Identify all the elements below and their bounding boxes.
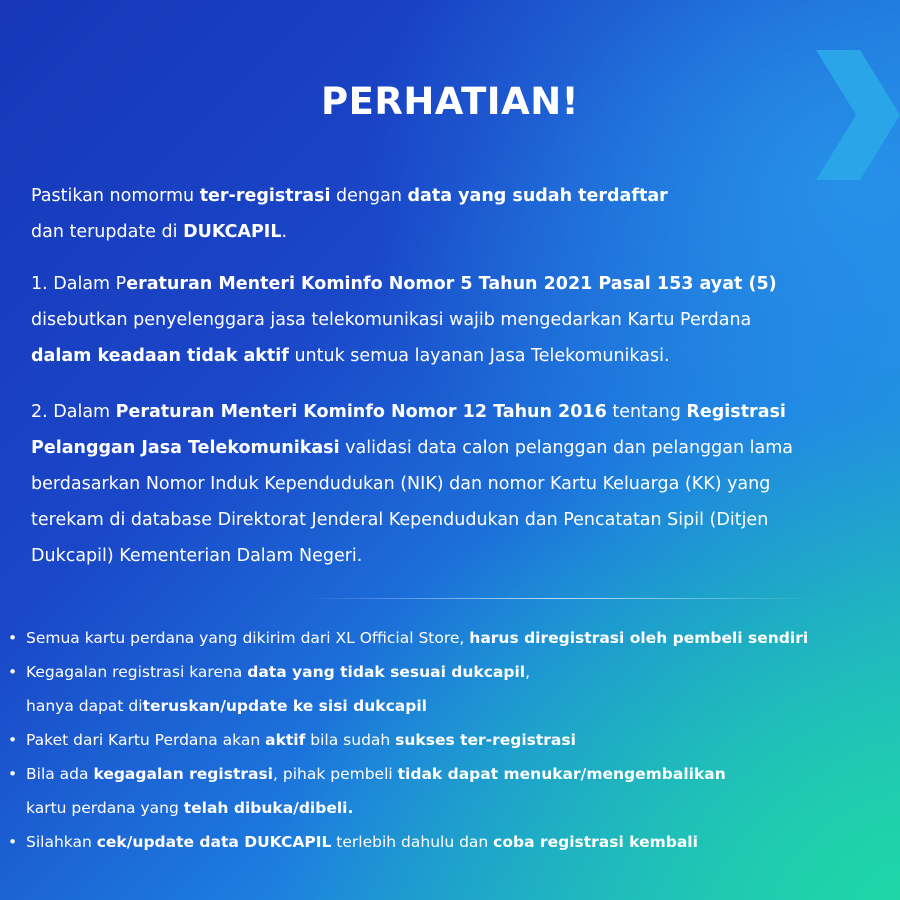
page-title: PERHATIAN! — [320, 80, 580, 123]
list-item: • Semua kartu perdana yang dikirim dari XL Official Store, harus diregistrasi oleh pembeli sendiri — [8, 621, 893, 655]
list-item: • Kegagalan registrasi karena data yang tidak sesuai dukcapil, hanya dapat diteruskan/update ke sisi dukcapil — [8, 655, 893, 723]
point-1-paragraph: 1. Dalam Peraturan Menteri Kominfo Nomor 5 Tahun 2021 Pasal 153 ayat (5) disebutkan penyelenggara jasa telekomunikasi wajib mengedarkan Kartu Perdana dalam keadaan tidak aktif untuk semua layanan Jasa Telekomunikasi. — [31, 274, 777, 366]
list-item: • Paket dari Kartu Perdana akan aktif bila sudah sukses ter-registrasi — [8, 723, 893, 757]
list-item: • Bila ada kegagalan registrasi, pihak pembeli tidak dapat menukar/mengembalikan kartu perdana yang telah dibuka/dibeli. — [8, 757, 893, 825]
bullet-icon: • — [8, 629, 18, 647]
bullet-icon: • — [8, 833, 18, 851]
intro-paragraph: Pastikan nomormu ter-registrasi dengan data yang sudah terdaftar dan terupdate di DUKCAPIL. — [31, 186, 668, 242]
bullet-icon: • — [8, 731, 18, 749]
bullet-icon: • — [8, 663, 18, 681]
list-item: • Silahkan cek/update data DUKCAPIL terlebih dahulu dan coba registrasi kembali — [8, 825, 893, 859]
point-2-paragraph: 2. Dalam Peraturan Menteri Kominfo Nomor 12 Tahun 2016 tentang Registrasi Pelanggan Jasa Telekomunikasi validasi data calon pelanggan dan pelanggan lama berdasarkan Nomor Induk Kependudukan (NIK) dan nomor Kartu Keluarga (KK) yang terekam di database Direktorat Jenderal Kependudukan dan Pencatatan Sipil (Ditjen Dukcapil) Kementerian Dalam Negeri. — [31, 402, 794, 566]
divider — [300, 598, 820, 599]
bullet-icon: • — [8, 765, 18, 783]
notes-list — [8, 621, 893, 859]
